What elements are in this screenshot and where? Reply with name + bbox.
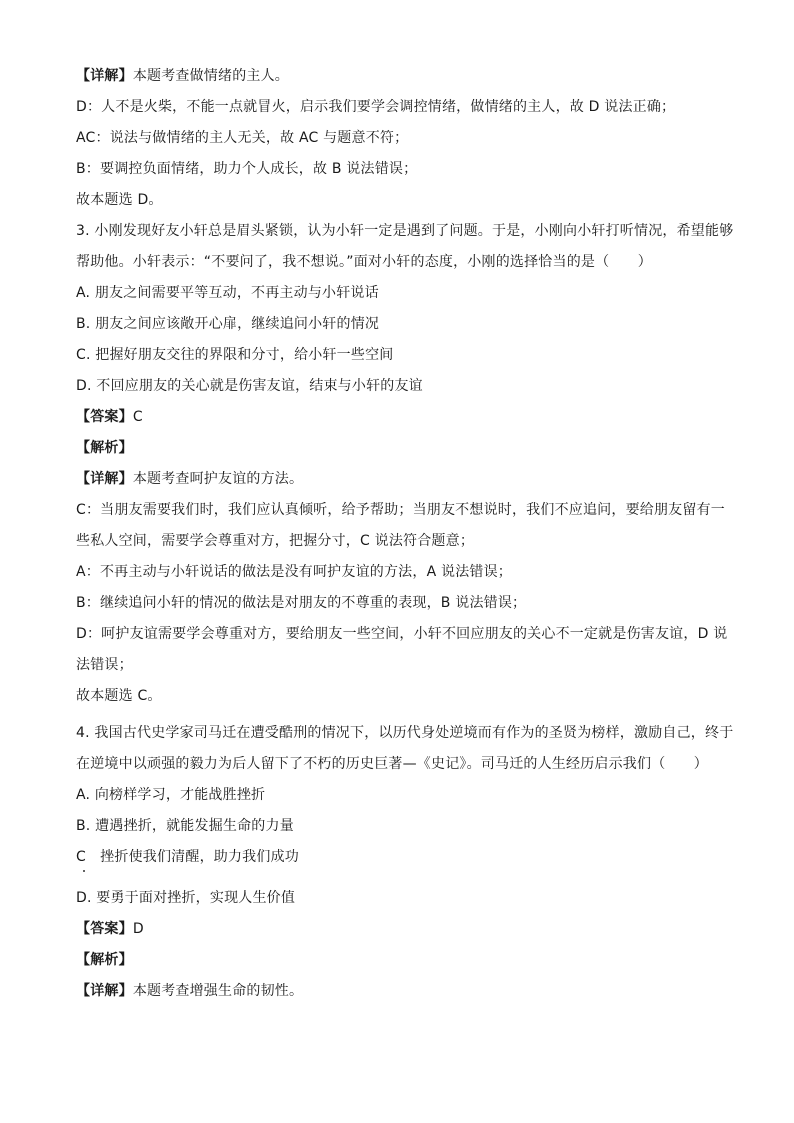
q3-option-d: [76, 377, 726, 395]
section-tag: 【答案】: [76, 921, 133, 937]
line-text: 些私人空间，需要学会尊重对方，把握分寸，C 说法符合题意；: [76, 533, 475, 549]
q3-option-b: [76, 315, 726, 333]
line-text: 法错误；: [76, 657, 133, 673]
question-3-stem-cont: [76, 253, 726, 271]
line-text: 帮助他。小轩表示：“不要问了，我不想说。”面对小轩的态度，小刚的选择恰当的是（ ）: [76, 254, 652, 270]
line-text: C. 把握好朋友交往的界限和分寸，给小轩一些空间: [76, 347, 394, 363]
line-5: [76, 191, 726, 209]
line-text: D：呵护友谊需要学会尊重对方，要给朋友一些空间，小轩不回应朋友的关心不一定就是伤害友谊，D 说: [76, 626, 728, 642]
line-text: A. 向榜样学习，才能战胜挫折: [76, 787, 266, 803]
q4-option-c: [76, 848, 726, 866]
q3-answer: [76, 408, 726, 426]
section-tag: 【详解】: [76, 68, 133, 84]
section-tag: 【答案】: [76, 409, 133, 425]
q4-detail-heading: [76, 982, 726, 1000]
line-text: 本题考查呵护友谊的方法。: [132, 471, 304, 487]
line-text: B：继续追问小轩的情况的做法是对朋友的不尊重的表现，B 说法错误；: [76, 595, 527, 611]
line-text: 故本题选 D。: [76, 192, 163, 208]
line-21: [76, 687, 726, 705]
line-text: 在逆境中以顽强的毅力为后人留下了不朽的历史巨著—《史记》。司马迁的人生经历启示我们（ ）: [76, 756, 708, 772]
line-20: [76, 656, 726, 674]
line-17: [76, 563, 726, 581]
line-text: 3. 小刚发现好友小轩总是眉头紧锁，认为小轩一定是遇到了问题。于是，小刚向小轩打听情况，希望能够: [76, 223, 734, 239]
q4-option-d: [76, 889, 726, 907]
line-text: A. 朋友之间需要平等互动，不再主动与小轩说话: [76, 285, 379, 301]
line-text: 故本题选 C。: [76, 688, 162, 704]
line-19: [76, 625, 726, 643]
line-text: D. 不回应朋友的关心就是伤害友谊，结束与小轩的友谊: [76, 378, 423, 394]
question-4-stem: [76, 724, 734, 742]
line-text: D：人不是火柴，不能一点就冒火，启示我们要学会调控情绪，做情绪的主人，故 D 说法正确；: [76, 99, 676, 115]
line-text: B. 遭遇挫折，就能发掘生命的力量: [76, 818, 294, 834]
section-tag: 【详解】: [76, 471, 133, 487]
line-18: [76, 594, 726, 612]
section-tag: 【解析】: [76, 952, 133, 968]
section-tag: 【解析】: [76, 440, 133, 456]
line-text: D: [132, 921, 144, 937]
line-1: [76, 67, 726, 85]
q4-option-b: [76, 817, 726, 835]
line-text: C 挫折使我们清醒，助力我们成功: [76, 849, 299, 865]
line-text: AC：说法与做情绪的主人无关，故 AC 与题意不符；: [76, 130, 409, 146]
line-text: A：不再主动与小轩说话的做法是没有呵护友谊的方法，A 说法错误；: [76, 564, 513, 580]
question-3-stem: [76, 222, 734, 240]
line-text: B：要调控负面情绪，助力个人成长，故 B 说法错误；: [76, 161, 418, 177]
line-text: 本题考查增强生命的韧性。: [132, 983, 304, 999]
line-text: 本题考查做情绪的主人。: [132, 68, 290, 84]
line-16: [76, 532, 726, 550]
line-text: D. 要勇于面对挫折，实现人生价值: [76, 890, 296, 906]
line-text: 4. 我国古代史学家司马迁在遭受酷刑的情况下，以历代身处逆境而有作为的圣贤为榜样，激励自己，终于: [76, 725, 734, 741]
q4-analysis-heading: [76, 951, 726, 969]
q4-answer: [76, 920, 726, 938]
q3-analysis-heading: [76, 439, 726, 457]
section-tag: 【详解】: [76, 983, 133, 999]
question-4-stem-cont: [76, 755, 726, 773]
line-text: C: [132, 409, 143, 425]
line-4: [76, 160, 726, 178]
line-2: [76, 98, 726, 116]
line-text: C：当朋友需要我们时，我们应认真倾听，给予帮助；当朋友不想说时，我们不应追问，要给朋友留有一: [76, 502, 725, 518]
line-3: [76, 129, 726, 147]
q3-option-a: [76, 284, 726, 302]
line-15: [76, 501, 726, 519]
q4-option-a: [76, 786, 726, 804]
line-text: B. 朋友之间应该敞开心扉，继续追问小轩的情况: [76, 316, 380, 332]
stray-dot: [83, 870, 85, 872]
q3-option-c: [76, 346, 726, 364]
q3-detail-heading: [76, 470, 726, 488]
